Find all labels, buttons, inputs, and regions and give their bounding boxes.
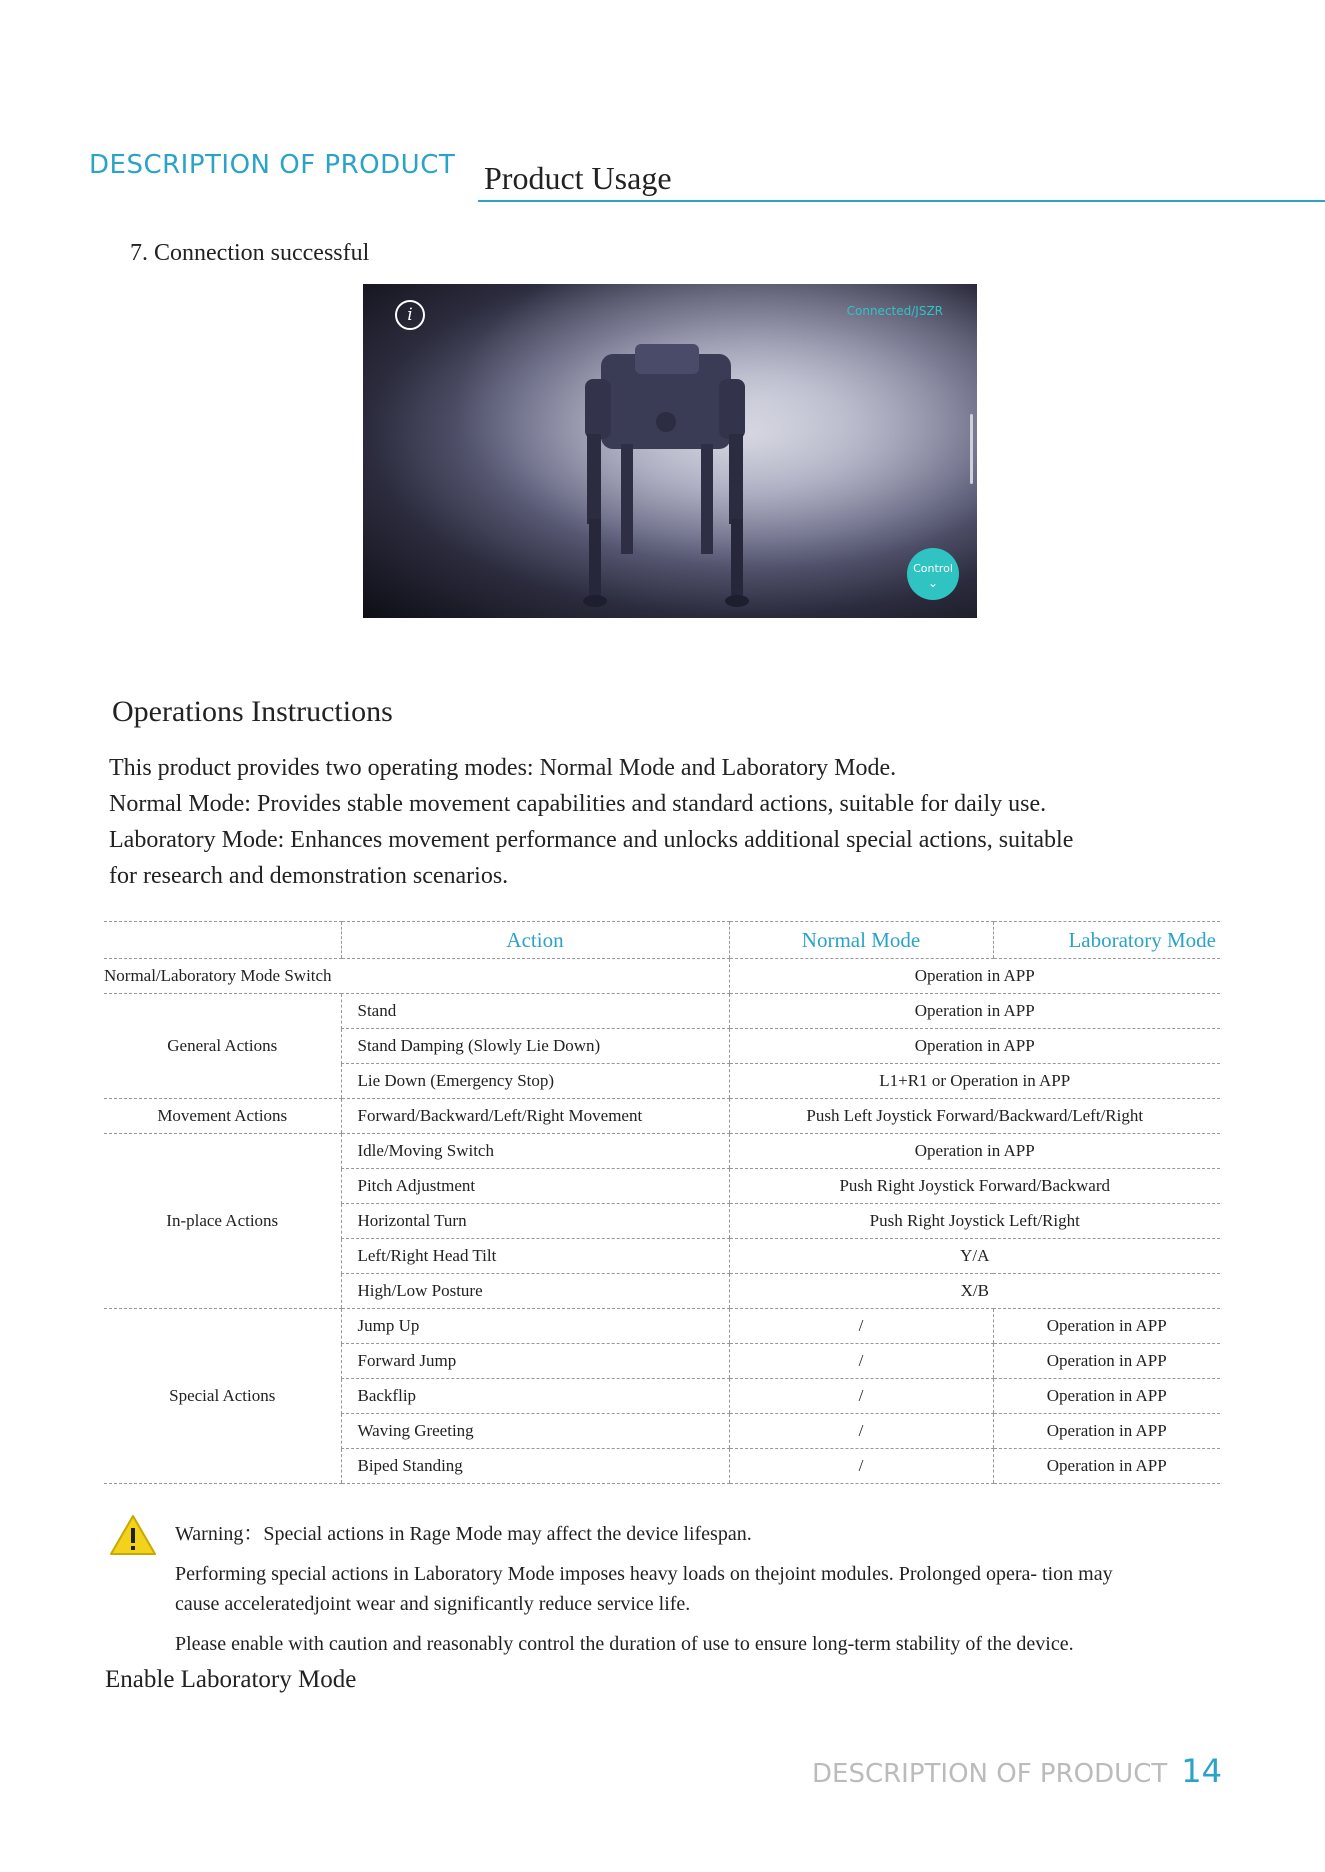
action-cell: Stand Damping (Slowly Lie Down) <box>341 1029 729 1064</box>
header-laboratory-mode: Laboratory Mode <box>993 922 1220 959</box>
chevron-down-icon: ⌄ <box>927 576 939 590</box>
heading-rule <box>478 200 1325 202</box>
value-cell: Push Left Joystick Forward/Backward/Left/Right <box>729 1099 1220 1134</box>
header-action: Action <box>341 922 729 959</box>
enable-lab-mode-heading: Enable Laboratory Mode <box>105 1666 357 1693</box>
table-row <box>104 994 1220 1029</box>
footer <box>812 1752 1222 1790</box>
action-cell: Forward Jump <box>341 1344 729 1379</box>
action-cell: Biped Standing <box>341 1449 729 1484</box>
lab-cell: Operation in APP <box>993 1414 1220 1449</box>
paragraph: This product provides two operating modes: Normal Mode and Laboratory Mode. <box>109 755 897 781</box>
control-button[interactable] <box>907 548 959 600</box>
section-label: DESCRIPTION OF PRODUCT <box>89 150 456 180</box>
action-cell: Left/Right Head Tilt <box>341 1239 729 1274</box>
warning-text: cause acceleratedjoint wear and significantly reduce service life. <box>175 1593 691 1615</box>
robot-dog-image <box>363 284 977 618</box>
warning-text: Please enable with caution and reasonably control the duration of use to ensure long-term stability of the device. <box>175 1633 1074 1655</box>
page-heading: Product Usage <box>484 160 672 196</box>
scroll-handle[interactable] <box>970 414 973 484</box>
table-row <box>104 1134 1220 1169</box>
lab-cell: Operation in APP <box>993 1309 1220 1344</box>
action-cell: Pitch Adjustment <box>341 1169 729 1204</box>
warning-text: Performing special actions in Laboratory Mode imposes heavy loads on thejoint modules. Prolonged opera- tion may <box>175 1563 1113 1585</box>
warning-title: Warning：Special actions in Rage Mode may affect the device lifespan. <box>175 1523 752 1545</box>
value-cell: Y/A <box>729 1239 1220 1274</box>
lab-cell: Operation in APP <box>993 1344 1220 1379</box>
table-row <box>104 1099 1220 1134</box>
header-blank <box>104 922 341 959</box>
control-label: Control <box>913 562 953 575</box>
mode-switch-label: Normal/Laboratory Mode Switch <box>104 959 729 994</box>
footer-label: DESCRIPTION OF PRODUCT <box>812 1759 1168 1789</box>
info-icon[interactable]: i <box>395 300 425 330</box>
value-cell: X/B <box>729 1274 1220 1309</box>
header-normal-mode: Normal Mode <box>729 922 993 959</box>
category-cell: General Actions <box>104 994 341 1099</box>
normal-cell: / <box>729 1309 993 1344</box>
mode-switch-value: Operation in APP <box>729 959 1220 994</box>
paragraph: Normal Mode: Provides stable movement capabilities and standard actions, suitable for daily use. <box>109 791 1047 817</box>
step-text: 7. Connection successful <box>130 240 370 266</box>
action-cell: Lie Down (Emergency Stop) <box>341 1064 729 1099</box>
action-cell: Forward/Backward/Left/Right Movement <box>341 1099 729 1134</box>
operations-title: Operations Instructions <box>112 695 393 728</box>
lab-cell: Operation in APP <box>993 1379 1220 1414</box>
value-cell: Operation in APP <box>729 994 1220 1029</box>
paragraph: Laboratory Mode: Enhances movement performance and unlocks additional special actions, suitable <box>109 827 1074 853</box>
operations-table <box>104 921 1220 1484</box>
table-header-row <box>104 922 1220 959</box>
normal-cell: / <box>729 1414 993 1449</box>
normal-cell: / <box>729 1449 993 1484</box>
value-cell: Push Right Joystick Forward/Backward <box>729 1169 1220 1204</box>
value-cell: Operation in APP <box>729 1134 1220 1169</box>
category-cell: Special Actions <box>104 1309 341 1484</box>
normal-cell: / <box>729 1344 993 1379</box>
table-row <box>104 1309 1220 1344</box>
action-cell: Waving Greeting <box>341 1414 729 1449</box>
page-number: 14 <box>1181 1752 1222 1790</box>
category-cell: Movement Actions <box>104 1099 341 1134</box>
value-cell: L1+R1 or Operation in APP <box>729 1064 1220 1099</box>
normal-cell: / <box>729 1379 993 1414</box>
lab-cell: Operation in APP <box>993 1449 1220 1484</box>
paragraph: for research and demonstration scenarios. <box>109 863 509 889</box>
table-row <box>104 959 1220 994</box>
action-cell: Jump Up <box>341 1309 729 1344</box>
value-cell: Push Right Joystick Left/Right <box>729 1204 1220 1239</box>
warning-icon <box>109 1514 157 1561</box>
action-cell: Stand <box>341 994 729 1029</box>
action-cell: Horizontal Turn <box>341 1204 729 1239</box>
value-cell: Operation in APP <box>729 1029 1220 1064</box>
action-cell: Idle/Moving Switch <box>341 1134 729 1169</box>
app-screenshot <box>363 284 977 618</box>
connection-status: Connected/JSZR <box>846 304 943 318</box>
action-cell: High/Low Posture <box>341 1274 729 1309</box>
category-cell: In-place Actions <box>104 1134 341 1309</box>
action-cell: Backflip <box>341 1379 729 1414</box>
